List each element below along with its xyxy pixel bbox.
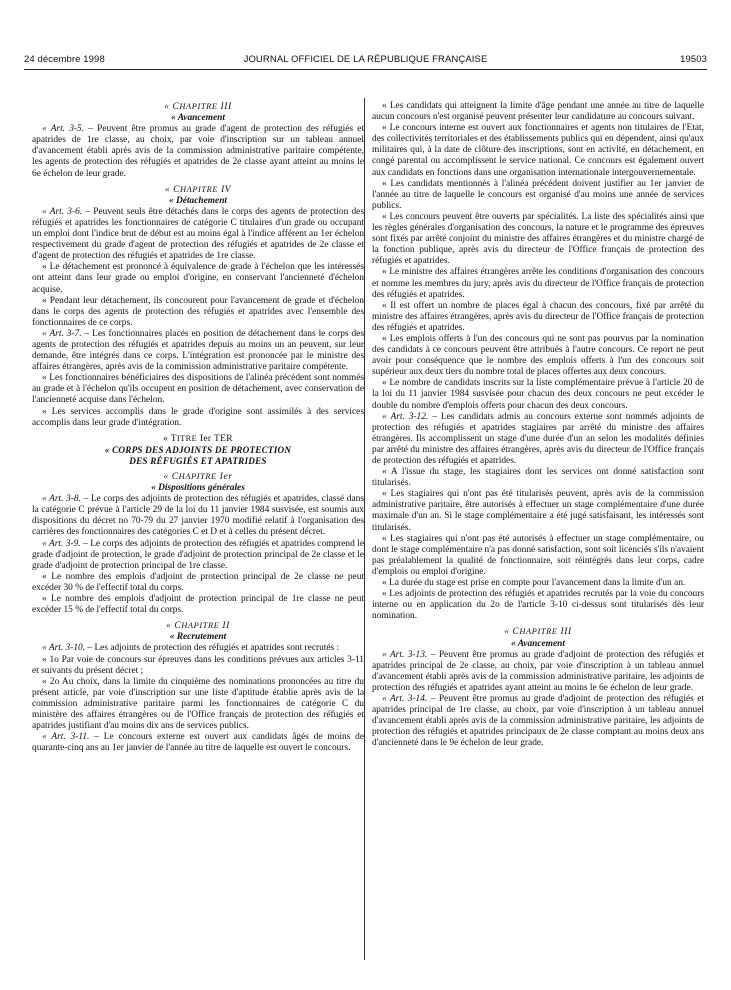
- article-paragraph: « Art. 3-11. – Le concours externe est ouvert aux candidats âgés de moins de quarante-cinq ans au 1er janvier de l'année au titre de laquelle est ouvert le concours.: [32, 732, 364, 754]
- paragraph: « Il est offert un nombre de places égal à chacun des concours, fixé par arrêté du ministre des affaires étrangères, après avis du directeur de l'Office français de protection des réfugiés et apatrides.: [372, 300, 704, 333]
- column-divider: [364, 98, 365, 960]
- section-heading: « Recrutement: [169, 632, 227, 643]
- paragraph: « Le détachement est prononcé à équivalence de grade à l'échelon que les intéressés ont atteint dans leur grade ou emploi d'origine, en conservant l'ancienneté d'échelon acquise.: [32, 262, 364, 295]
- header-rule: [24, 69, 707, 70]
- paragraph: « La durée du stage est prise en compte pour l'avancement dans la limite d'un an.: [382, 578, 686, 589]
- section-heading: « Avancement: [511, 638, 565, 649]
- paragraph: « Le ministre des affaires étrangères arrête les conditions d'organisation des concours et nomme les membres du jury, après avis du directeur de l'Office français de protection des réfugiés et apatrides.: [372, 267, 704, 300]
- section-heading: « Avancement: [171, 113, 225, 124]
- chapter-heading: « CHAPITRE IV: [164, 184, 232, 195]
- paragraph: « Les emplois offerts à l'un des concours qui ne sont pas pourvus par la nomination des candidats à ce concours peuvent être attribués à l'autre concours. Ce report ne peut avoir pour conséquence que le nombre des emplois offerts à l'un des concours soit supérieur aux deux tiers du nombre total de places offertes aux deux concours.: [372, 333, 704, 378]
- chapter-heading: « CHAPITRE III: [164, 102, 232, 112]
- paragraph: « 2o Au choix, dans la limite du cinquième des nominations prononcées au titre du présent article, par voie d'inscription sur une liste d'aptitude établie après avis de la commission administrative paritaire parmi les fonctionnaires de catégorie C du ministère des affaires étrangères ou de l'Office français de protection des réfugiés et apatrides justifiant d'au moins dix ans de services publics.: [32, 676, 364, 732]
- header-date: 24 décembre 1998: [24, 54, 105, 65]
- article-paragraph: « Art. 3-6. – Peuvent seuls être détachés dans le corps des agents de protection des réfugiés et apatrides les fonctionnaires de catégorie C titulaires d'un grade ou occupant un emploi dont l'indice brut de début est au moins égal à l'indice afférent au 1er échelon respectivement du grade d'agent de protection des réfugiés et apatrides de 2e classe et d'agent de protection des réfugiés et apatrides de 1re classe.: [32, 206, 364, 262]
- article-paragraph: « Art. 3-13. – Peuvent être promus au grade d'adjoint de protection des réfugiés et apatrides principal de 2e classe, au choix, par voie d'inscription à un tableau annuel d'avancement établi après avis de la commission administrative paritaire, les adjoints de protection des réfugiés et apatrides ayant atteint au moins le 6e échelon de leur grade.: [372, 649, 704, 693]
- paragraph: « Les services accomplis dans le grade d'origine sont assimilés à des services accomplis dans leur grade d'intégration.: [32, 406, 364, 428]
- paragraph: « Les candidats mentionnés à l'alinéa précédent doivent justifier au 1er janvier de l'année au titre de laquelle le concours est organisé d'au moins une année de services publics.: [372, 178, 704, 211]
- paragraph: « Les candidats qui atteignent la limite d'âge pendant une année au titre de laquelle aucun concours n'est organisé peuvent présenter leur candidature au concours suivant.: [372, 101, 704, 123]
- left-column: [32, 101, 364, 754]
- paragraph: « A l'issue du stage, les stagiaires dont les services ont donné satisfaction sont titularisés.: [372, 467, 704, 489]
- chapter-heading: « CHAPITRE III: [504, 627, 572, 638]
- paragraph: « Pendant leur détachement, ils concourent pour l'avancement de grade et d'échelon dans le corps des agents de protection des réfugiés et apatrides avec l'ensemble des fonctionnaires de ce corps.: [32, 295, 364, 328]
- paragraph: « Les stagiaires qui n'ont pas été titularisés peuvent, après avis de la commission administrative paritaire, être autorisés à effectuer un stage complémentaire d'une durée maximale d'un an. Si le stage complémentaire a été jugé satisfaisant, les intéressés sont titularisés.: [372, 489, 704, 533]
- article-paragraph: « Art. 3-7. – Les fonctionnaires placés en position de détachement dans le corps des agents de protection des réfugiés et apatrides depuis au moins un an peuvent, sur leur demande, être intégrés dans ce corps. L'intégration est prononcée par le ministre des affaires étrangères, après avis de la commission administrative paritaire compétente.: [32, 328, 364, 373]
- section-heading: « Dispositions générales: [151, 483, 245, 494]
- header-page-number: 19503: [680, 54, 707, 65]
- paragraph: « Le nombre de candidats inscrits sur la liste complémentaire prévue à l'article 20 de la loi du 11 janvier 1984 susvisée pour chacun des deux concours ne peut excéder le double du nombre d'emplois offerts pour chacun des deux concours.: [372, 378, 704, 411]
- title-heading: « TITRE Ier TER: [163, 433, 233, 444]
- paragraph: « Le nombre des emplois d'adjoint de protection principal de 2e classe ne peut excéder 30 % de l'effectif total du corps.: [32, 571, 364, 593]
- right-column: [372, 101, 704, 749]
- page-header: [24, 54, 707, 68]
- article-paragraph: « Art. 3-10. – Les adjoints de protection des réfugiés et apatrides sont recrutés :: [42, 643, 340, 654]
- article-paragraph: « Art. 3-8. – Le corps des adjoints de protection des réfugiés et apatrides, classé dans la catégorie C prévue à l'article 29 de la loi du 11 janvier 1984 susvisée, est soumis aux dispositions du décret no 70-79 du 27 janvier 1970 modifié relatif à l'organisation des carrières des fonctionnaires des catégories C et D et à celles du présent décret.: [32, 494, 364, 538]
- paragraph: « Les adjoints de protection des réfugiés et apatrides recrutés par la voie du concours interne ou en application du 2o de l'article 3-10 ci-dessus sont titularisés dès leur nomination.: [372, 589, 704, 622]
- corps-title-line-2: DES RÉFUGIÉS ET APATRIDES: [129, 455, 267, 466]
- corps-title-line-1: « CORPS DES ADJOINTS DE PROTECTION: [104, 444, 292, 455]
- chapter-heading: « CHAPITRE Ier: [163, 472, 233, 482]
- paragraph: « Le nombre des emplois d'adjoint de protection principal de 1re classe ne peut excéder 15 % de l'effectif total du corps.: [32, 594, 364, 616]
- paragraph: « Les concours peuvent être ouverts par spécialités. La liste des spécialités ainsi que les règles générales d'organisation des concours, la nature et le programme des épreuves sont fixés par arrêté conjoint du ministre des affaires étrangères et du ministre chargé de la fonction publique, après avis du directeur de l'Office français de protection des réfugiés et apatrides.: [372, 211, 704, 267]
- article-paragraph: « Art. 3-5. – Peuvent être promus au grade d'agent de protection des réfugiés et apatrides de 1re classe, au choix, par voie d'inscription sur un tableau annuel d'avancement établi après avis de la commission administrative paritaire compétente, les agents de protection des réfugiés et apatrides de 2e classe ayant atteint au moins le 6e échelon de leur grade.: [32, 124, 364, 179]
- paragraph: « Les stagiaires qui n'ont pas été autorisés à effectuer un stage complémentaire, ou dont le stage complémentaire n'a pas donné satisfaction, sont soit licenciés s'ils n'avaient pas préalablement la qualité de fonctionnaire, soit réintégrés dans leur corps, cadre d'emplois ou emploi d'origine.: [372, 533, 704, 577]
- paragraph: « 1o Par voie de concours sur épreuves dans les conditions prévues aux articles 3-11 et suivants du présent décret ;: [32, 654, 364, 676]
- article-paragraph: « Art. 3-12. – Les candidats admis au concours externe sont nommés adjoints de protection des réfugiés et apatrides stagiaires par arrêté du ministre des affaires étrangères. Ils accomplissent un stage d'une durée d'un an selon les modalités définies par arrêté du ministre des affaires étrangères, après avis du directeur de l'Office français de protection des réfugiés et apatrides.: [372, 411, 704, 466]
- paragraph: « Le concours interne est ouvert aux fonctionnaires et agents non titulaires de l'Etat, des collectivités territoriales et des établissements publics qui en dépendent, ainsi qu'aux militaires qui, à la date de clôture des inscriptions, sont en activité, en détachement, en congé parental ou accomplissent le service national. Ce concours est également ouvert aux candidats en fonctions dans une organisation internationale intergouvernementale.: [372, 123, 704, 178]
- chapter-heading: « CHAPITRE II: [166, 621, 230, 632]
- article-paragraph: « Art. 3-9. – Le corps des adjoints de protection des réfugiés et apatrides comprend le grade d'adjoint de protection, le grade d'adjoint de protection principal de 2e classe et le grade d'adjoint de protection principal de 1re classe.: [32, 538, 365, 571]
- header-journal-title: JOURNAL OFFICIEL DE LA RÉPUBLIQUE FRANÇAISE: [243, 54, 488, 65]
- paragraph: « Les fonctionnaires bénéficiaires des dispositions de l'alinéa précédent sont nommés au grade et à l'échelon qu'ils occupent en position de détachement, avec conservation de l'ancienneté acquise dans l'échelon.: [32, 373, 364, 406]
- article-paragraph: « Art. 3-14. – Peuvent être promus au grade d'adjoint de protection des réfugiés et apatrides principal de 1re classe, au choix, par voie d'inscription à un tableau annuel d'avancement établi après avis de la commission administrative paritaire, les adjoints de protection des réfugiés et apatrides principaux de 2e classe comptant au moins deux ans d'ancienneté dans le 9e échelon de leur grade.: [372, 693, 704, 749]
- section-heading: « Détachement: [168, 195, 228, 206]
